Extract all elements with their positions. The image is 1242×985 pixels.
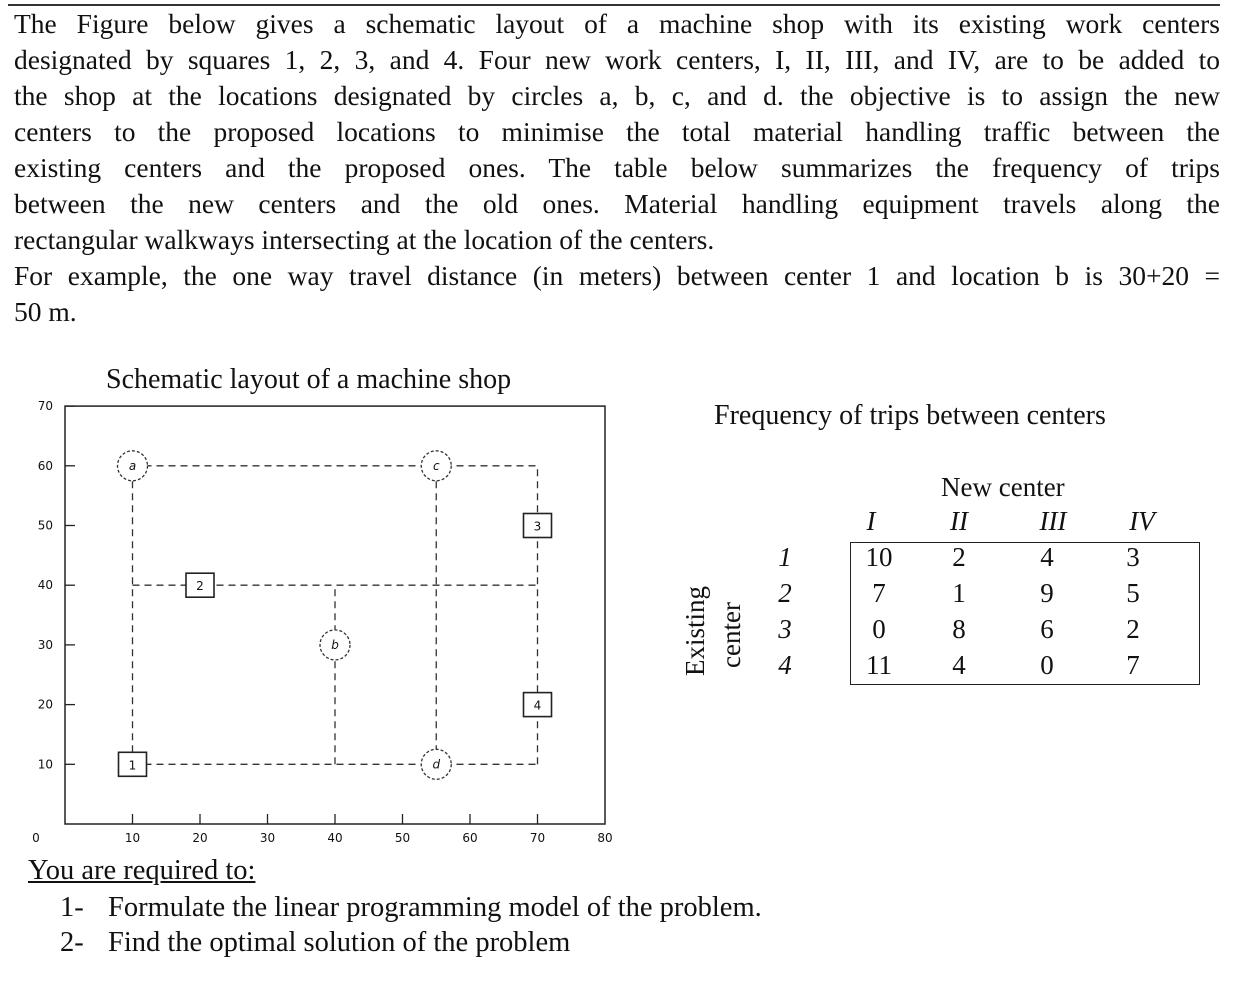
y-tick-label: 20 xyxy=(37,697,53,712)
new-location-label: c xyxy=(432,458,440,473)
y-tick-label: 40 xyxy=(37,578,53,593)
table-cell: 6 xyxy=(1040,614,1054,644)
existing-center-label: 4 xyxy=(533,698,542,713)
existing-center-label: 1 xyxy=(128,758,137,773)
problem-line: existing centers and the proposed ones. The table below summarizes the frequency of trips xyxy=(14,152,1220,183)
x-tick-label: 0 xyxy=(32,831,40,845)
column-header-IV: IV xyxy=(1129,506,1155,536)
table-cell: 5 xyxy=(1126,578,1140,608)
problem-line: designated by squares 1, 2, 3, and 4. Four new work centers, I, II, III, and IV, are to be added to xyxy=(14,44,1220,75)
x-tick-label: 50 xyxy=(394,831,411,845)
problem-line: rectangular walkways intersecting at the location of the centers. xyxy=(14,224,715,255)
problem-line: The Figure below gives a schematic layout of a machine shop with its existing work centers xyxy=(14,8,1220,39)
y-tick-label: 10 xyxy=(37,757,53,772)
x-tick-label: 60 xyxy=(462,831,478,845)
table-cell: 8 xyxy=(952,614,966,644)
x-tick-label: 20 xyxy=(192,831,208,845)
problem-line: between the new centers and the old ones. Material handling equipment travels along the xyxy=(14,188,1220,219)
requirement-item xyxy=(60,892,762,924)
row-label-1: 1 xyxy=(778,542,792,572)
new-center-header: New center xyxy=(941,472,1065,502)
requirement-item xyxy=(60,927,570,959)
machine-shop-layout-chart xyxy=(0,395,640,855)
y-tick-label: 50 xyxy=(37,518,53,533)
problem-line: centers to the proposed locations to minimise the total material handling traffic between the xyxy=(14,116,1220,147)
requirement-number: 1- xyxy=(60,892,84,923)
table-cell: 10 xyxy=(865,542,893,572)
x-tick-label: 40 xyxy=(327,831,343,845)
x-tick-label: 30 xyxy=(259,831,276,845)
requirements-heading: You are required to: xyxy=(28,855,256,886)
x-tick-label: 10 xyxy=(124,831,141,845)
requirement-text: Formulate the linear programming model of the problem. xyxy=(108,892,762,923)
table-cell: 7 xyxy=(872,578,886,608)
column-header-I: I xyxy=(866,506,876,536)
table-cell: 3 xyxy=(1126,542,1140,572)
problem-line: For example, the one way travel distance (in meters) between center 1 and location b is 30+20 = xyxy=(14,260,1220,291)
table-cell: 2 xyxy=(952,542,966,572)
y-tick-label: 30 xyxy=(37,637,53,652)
column-header-II: II xyxy=(950,506,968,536)
table-cell: 0 xyxy=(1040,650,1054,680)
new-location-label: b xyxy=(331,637,339,652)
column-header-III: III xyxy=(1039,506,1067,536)
requirement-number: 2- xyxy=(60,927,84,958)
table-cell: 11 xyxy=(866,650,892,680)
requirement-text: Find the optimal solution of the problem xyxy=(108,927,571,958)
table-cell: 0 xyxy=(872,614,886,644)
new-location-label: d xyxy=(432,757,441,772)
table-cell: 4 xyxy=(1040,542,1054,572)
layout-chart-title: Schematic layout of a machine shop xyxy=(106,364,512,395)
table-cell: 1 xyxy=(952,578,966,608)
row-label-3: 3 xyxy=(778,614,792,644)
existing-center-label: 3 xyxy=(533,519,542,534)
table-cell: 7 xyxy=(1126,650,1140,680)
x-tick-label: 70 xyxy=(529,831,546,845)
row-label-4: 4 xyxy=(778,650,792,680)
problem-line: the shop at the locations designated by circles a, b, c, and d. the objective is to assign the new xyxy=(14,80,1220,111)
problem-statement xyxy=(14,6,1220,330)
frequency-table-title: Frequency of trips between centers xyxy=(714,400,1106,431)
problem-line: 50 m. xyxy=(14,296,77,327)
y-tick-label: 60 xyxy=(37,458,53,473)
table-cell: 9 xyxy=(1040,578,1054,608)
row-header-existing: Existing xyxy=(680,585,710,676)
x-tick-label: 80 xyxy=(597,831,613,845)
y-tick-label: 70 xyxy=(37,399,53,414)
table-cell: 2 xyxy=(1126,614,1140,644)
table-cell: 4 xyxy=(952,650,966,680)
row-label-2: 2 xyxy=(778,578,792,608)
row-header-center: center xyxy=(716,602,746,668)
existing-center-label: 2 xyxy=(196,579,204,594)
new-location-label: a xyxy=(128,458,137,473)
